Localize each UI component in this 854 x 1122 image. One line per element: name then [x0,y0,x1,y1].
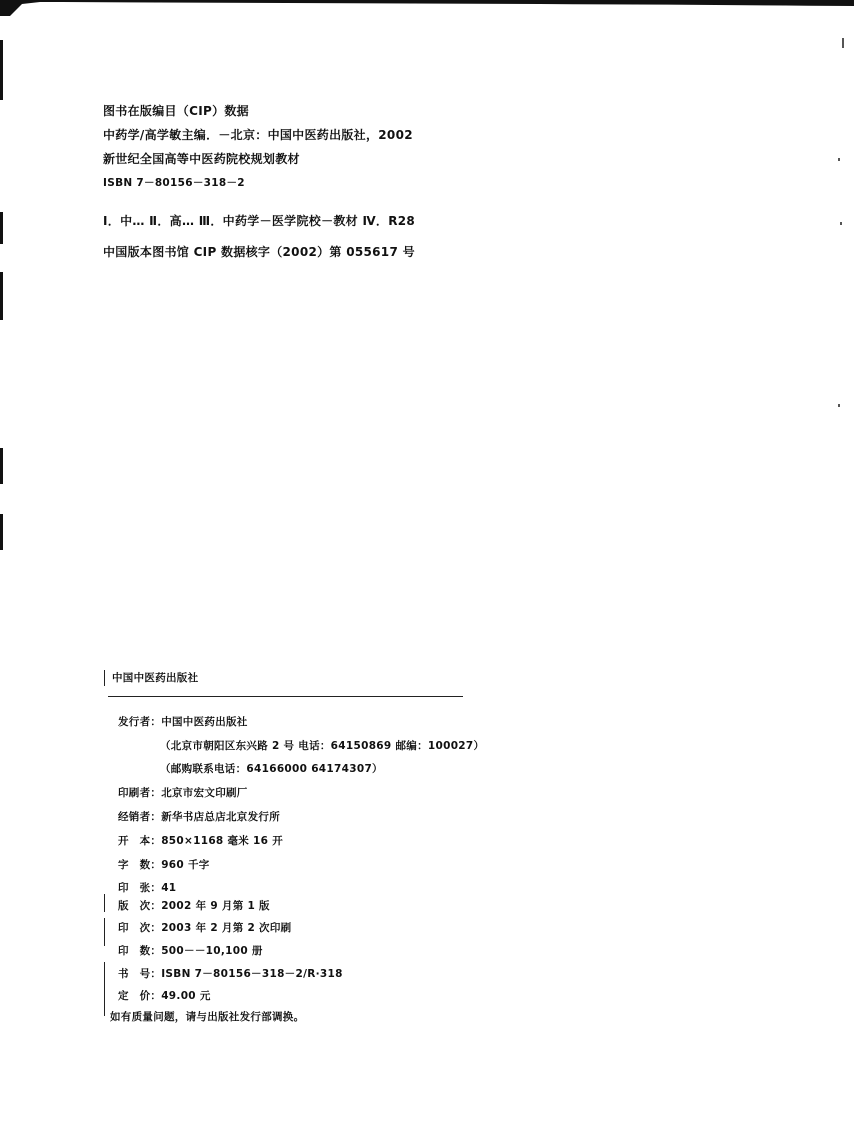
cip-record-number: 中国版本图书馆 CIP 数据核字（2002）第 055617 号 [103,245,415,259]
imprint-row-label: 经销者： [118,811,162,823]
margin-tick [104,670,105,686]
imprint-row [118,966,343,981]
cip-heading: 图书在版编目（CIP）数据 [103,104,249,118]
imprint-row [118,898,270,913]
imprint-row-label: 版 次： [118,900,162,912]
imprint-row-value: 新华书店总店北京发行所 [161,811,281,823]
margin-tick [104,894,105,912]
imprint-row [118,833,283,848]
scan-margin-mark [0,514,3,550]
imprint-row-label: 印 数： [118,945,162,957]
imprint-row-label: 定 价： [118,990,162,1002]
imprint-row-label: 印 张： [118,882,162,894]
imprint-row-value: 中国中医药出版社 [161,716,248,728]
cip-classification: Ⅰ．中… Ⅱ．高… Ⅲ．中药学－医学院校－教材 Ⅳ．R28 [103,214,416,228]
imprint-row-label: 开 本： [118,835,162,847]
imprint-row-value: 2002 年 9 月第 1 版 [161,900,270,912]
scan-speck [838,404,840,407]
imprint-row [118,785,248,800]
imprint-row [160,738,484,753]
imprint-row-value: 41 [161,882,177,894]
imprint-row-label: 印 次： [118,922,162,934]
cip-isbn: ISBN 7－80156－318－2 [103,177,245,189]
imprint-row-label: 书 号： [118,968,162,980]
imprint-row-value: 北京市宏文印刷厂 [161,787,248,799]
cip-title-line: 中药学/高学敏主编．－北京：中国中医药出版社，2002 [103,128,413,142]
imprint-row-value: （邮购联系电话：64166000 64174307） [160,763,383,775]
scan-margin-mark [0,40,3,100]
cip-series-line: 新世纪全国高等中医药院校规划教材 [103,152,300,166]
scan-margin-mark [0,272,3,320]
scan-speck [840,222,842,225]
imprint-row [118,880,176,895]
imprint-row [160,761,383,776]
imprint-row-value: 960 千字 [161,859,210,871]
imprint-row [118,809,280,824]
scan-speck [842,38,844,48]
imprint-footer-note: 如有质量问题，请与出版社发行部调换。 [110,1011,305,1023]
scan-top-edge [0,0,854,16]
scan-speck [838,158,840,161]
imprint-row-label: 发行者： [118,716,162,728]
imprint-row-label: 印刷者： [118,787,162,799]
imprint-row [118,920,291,935]
imprint-row-value: 850×1168 毫米 16 开 [161,835,284,847]
scan-margin-mark [0,212,3,244]
imprint-row-value: ISBN 7－80156－318－2/R·318 [161,968,343,980]
imprint-divider [108,696,463,697]
imprint-publisher-name: 中国中医药出版社 [112,672,199,684]
margin-tick [104,918,105,946]
imprint-row [118,714,248,729]
imprint-row [118,988,211,1003]
imprint-row-value: （北京市朝阳区东兴路 2 号 电话：64150869 邮编：100027） [160,740,485,752]
imprint-row-value: 500－－10,100 册 [161,945,263,957]
scan-margin-mark [0,448,3,484]
margin-tick [104,962,105,1016]
imprint-row-value: 2003 年 2 月第 2 次印刷 [161,922,292,934]
imprint-row [118,857,210,872]
imprint-row [118,943,263,958]
imprint-row-value: 49.00 元 [161,990,211,1002]
imprint-row-label: 字 数： [118,859,162,871]
